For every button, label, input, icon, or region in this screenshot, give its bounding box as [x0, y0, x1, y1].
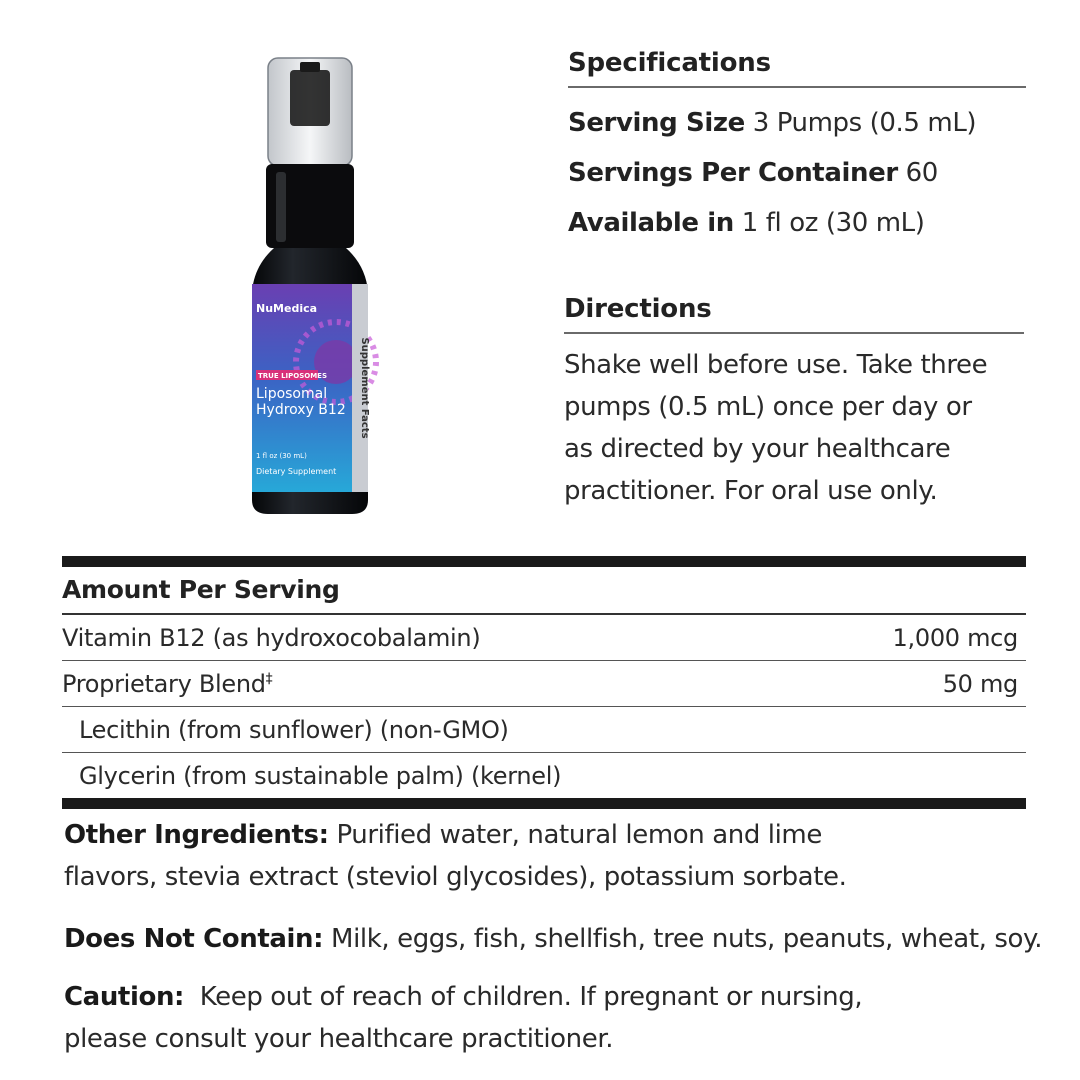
- directions-section: [564, 294, 1024, 512]
- spec-label: Servings Per Container: [568, 158, 898, 188]
- ingredient-amount: 50 mg: [942, 669, 1018, 698]
- table-row: [62, 753, 1026, 798]
- does-not-contain: [64, 918, 1042, 960]
- ingredient-name: Glycerin (from sustainable palm) (kernel): [79, 761, 562, 790]
- facts-top-rule: [62, 556, 1026, 567]
- spec-value: 60: [905, 158, 938, 188]
- directions-text: Shake well before use. Take three pumps (0.5 mL) once per day or as directed by your healthcare practitioner. For oral use only.: [564, 350, 988, 506]
- other-ingredients-line2: flavors, stevia extract (steviol glycosides), potassium sorbate.: [64, 862, 847, 892]
- spec-value: 1 fl oz (30 mL): [741, 208, 925, 238]
- label-type: Dietary Supplement: [256, 467, 337, 476]
- label-side-text: Supplement Facts: [359, 337, 370, 439]
- spec-row-serving-size: [568, 108, 1026, 138]
- label-name-line1: Liposomal: [256, 386, 328, 402]
- ingredient-name: Proprietary Blend: [62, 669, 266, 698]
- other-ingredients-label: Other Ingredients:: [64, 820, 329, 850]
- label-name-line2: Hydroxy B12: [256, 402, 346, 418]
- label-size: 1 fl oz (30 mL): [256, 452, 307, 460]
- brand-logo-text: NuMedica: [256, 302, 318, 315]
- table-row: [62, 707, 1026, 753]
- specifications-section: [568, 48, 1026, 238]
- caution: [64, 976, 862, 1060]
- caution-line2: please consult your healthcare practitioner.: [64, 1024, 614, 1054]
- spec-label: Serving Size: [568, 108, 745, 138]
- facts-bottom-rule: [62, 798, 1026, 809]
- amount-per-serving-header: Amount Per Serving: [62, 567, 1026, 615]
- caution-line1: Keep out of reach of children. If pregnant or nursing,: [199, 982, 863, 1012]
- supplement-facts-table: [62, 556, 1026, 809]
- product-bottle-image: [240, 52, 380, 522]
- ingredient-name: Vitamin B12 (as hydroxocobalamin): [62, 623, 481, 652]
- specifications-heading: Specifications: [568, 48, 1026, 88]
- does-not-contain-text: Milk, eggs, fish, shellfish, tree nuts, peanuts, wheat, soy.: [331, 924, 1043, 954]
- other-ingredients: [64, 814, 846, 898]
- spec-value: 3 Pumps (0.5 mL): [752, 108, 977, 138]
- spec-row-servings-per-container: [568, 158, 1026, 188]
- does-not-contain-label: Does Not Contain:: [64, 924, 324, 954]
- ingredient-name: Lecithin (from sunflower) (non-GMO): [79, 715, 509, 744]
- other-ingredients-line1: Purified water, natural lemon and lime: [336, 820, 822, 850]
- ingredient-amount: 1,000 mcg: [892, 623, 1018, 652]
- spec-label: Available in: [568, 208, 734, 238]
- caution-label: Caution:: [64, 982, 185, 1012]
- spec-row-available-in: [568, 208, 1026, 238]
- table-row: [62, 661, 1026, 707]
- label-tag: TRUE LIPOSOMES: [258, 372, 327, 380]
- directions-heading: Directions: [564, 294, 1024, 334]
- table-row: [62, 615, 1026, 661]
- footnote-mark: ‡: [265, 670, 273, 687]
